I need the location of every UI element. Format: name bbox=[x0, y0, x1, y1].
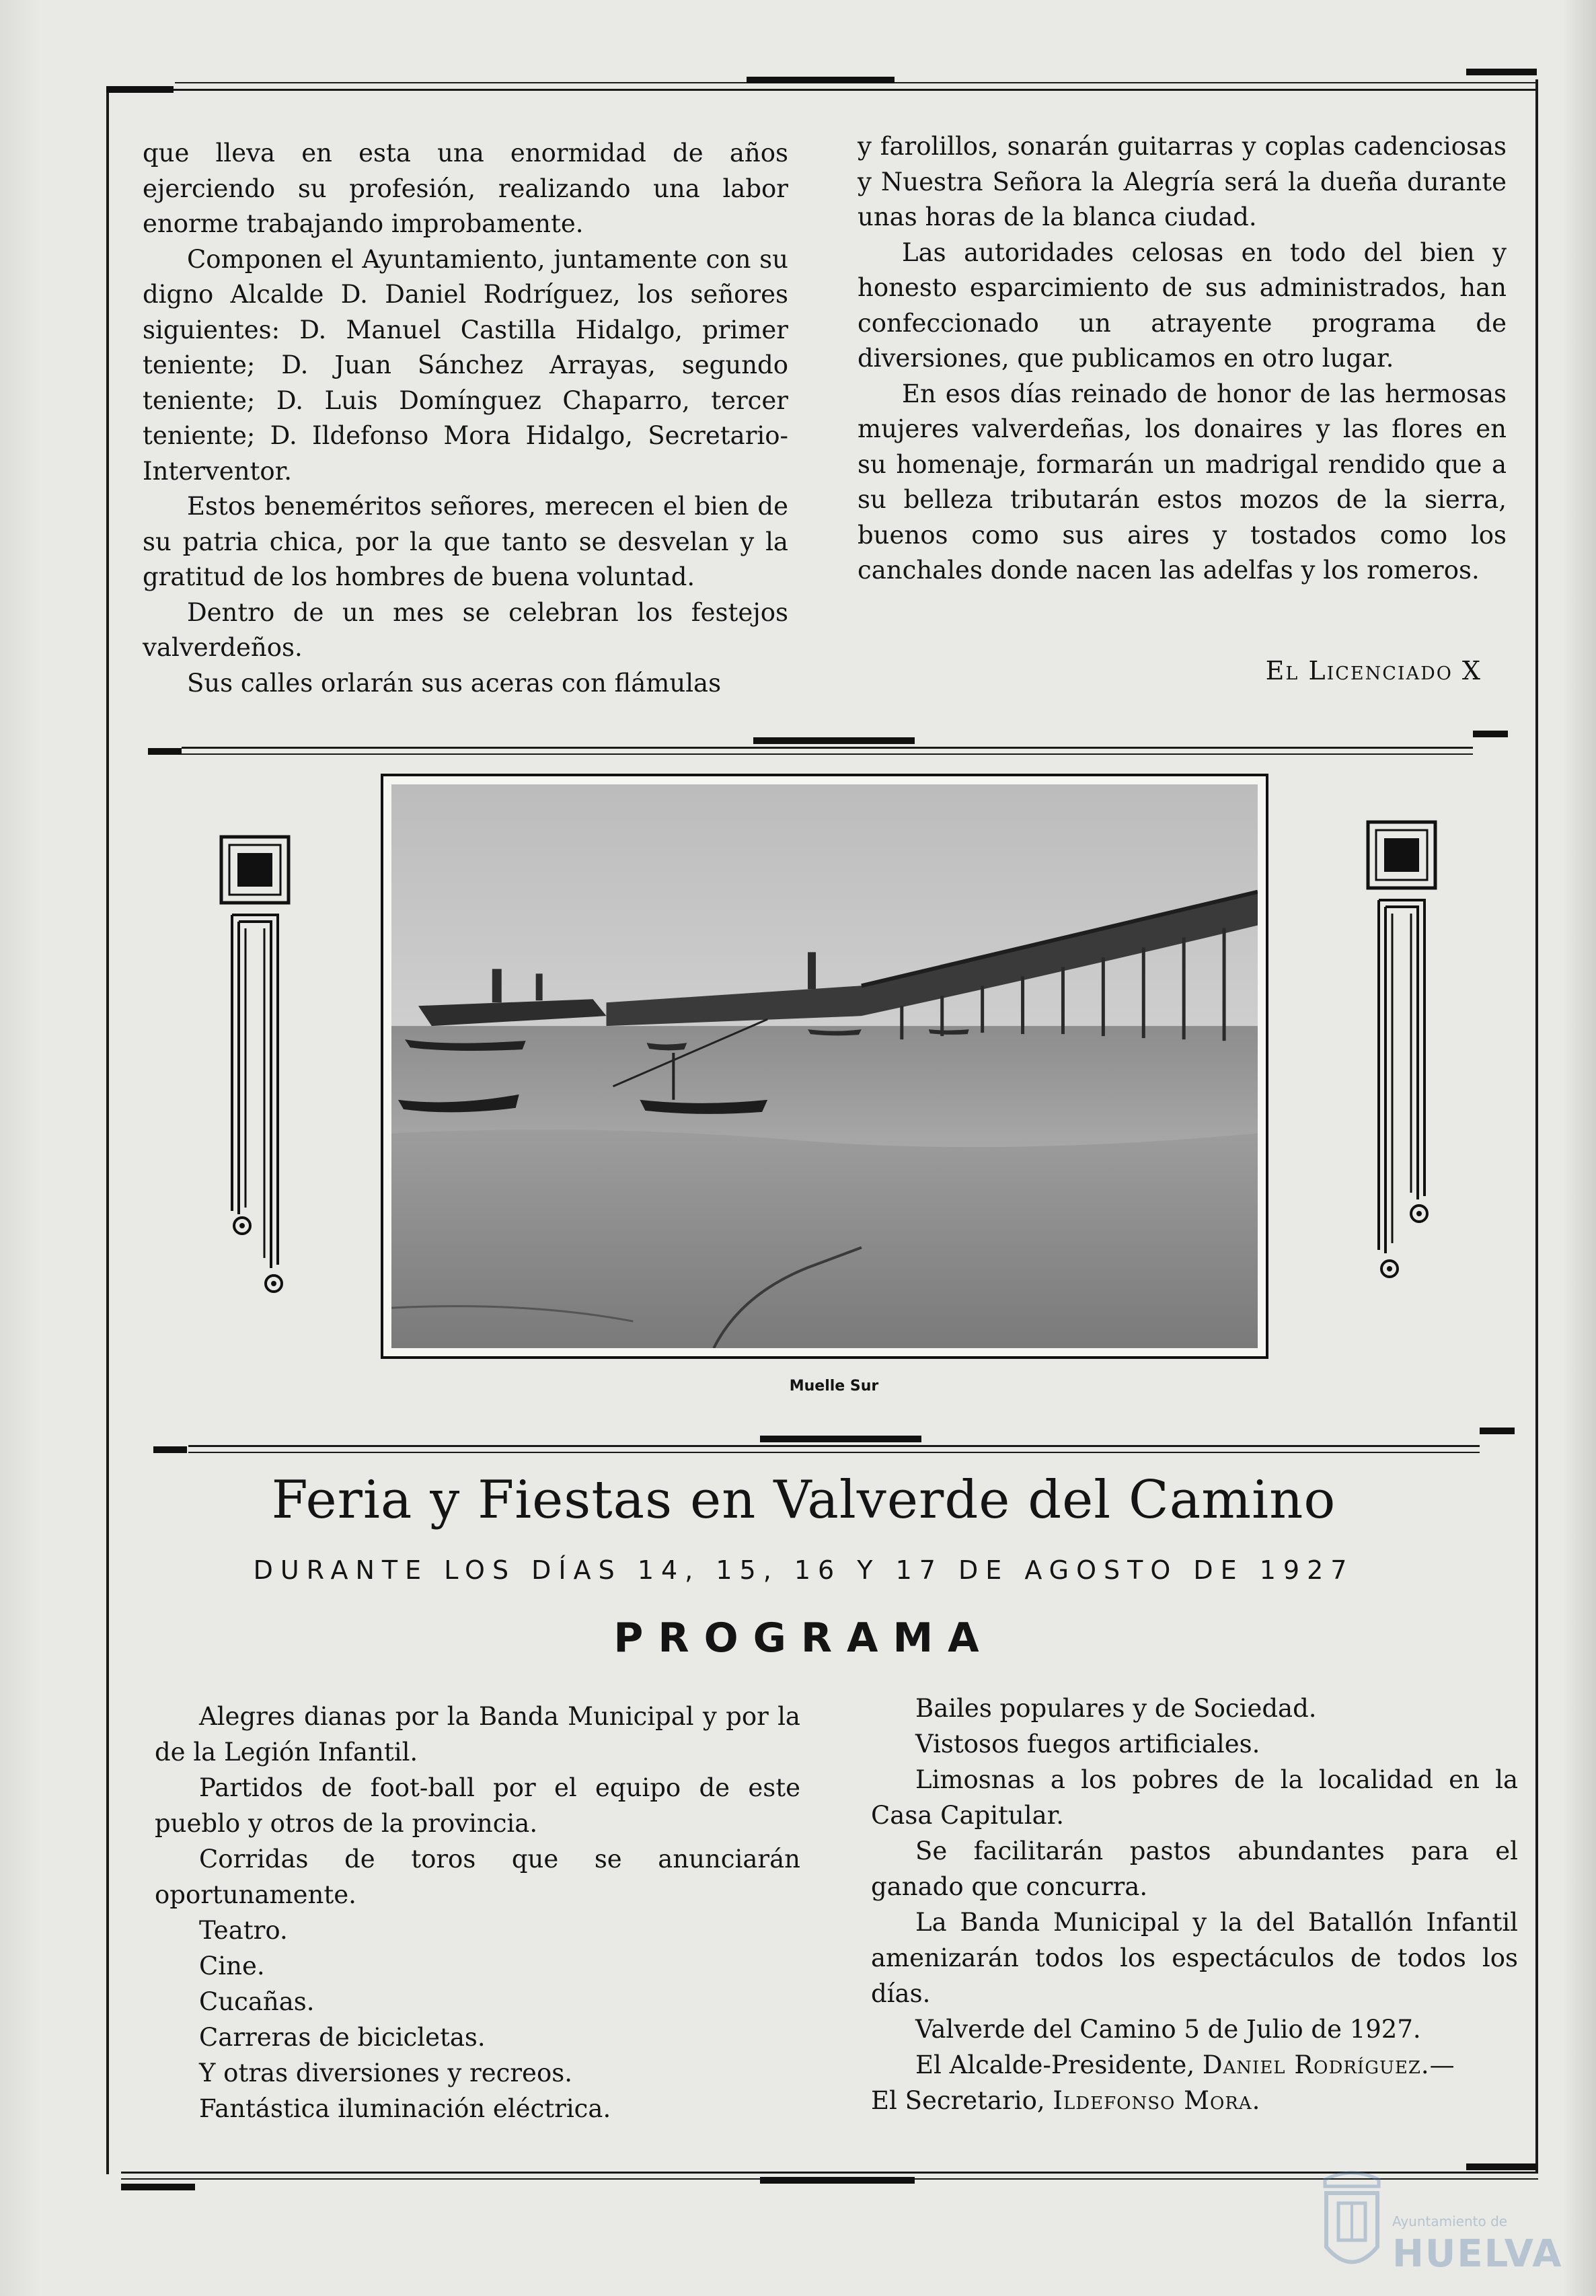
frame-bottom-bar-mid bbox=[760, 2177, 915, 2184]
huelva-watermark bbox=[1318, 2166, 1563, 2287]
frame-right bbox=[1535, 79, 1538, 2172]
frame-top-bar-mid bbox=[747, 77, 895, 83]
divider-upper-bar-left bbox=[148, 748, 182, 755]
frame-top-bar-left bbox=[106, 86, 174, 93]
harbor-photo-frame bbox=[381, 774, 1268, 1359]
divider-upper-bar-mid bbox=[753, 737, 915, 744]
divider-upper-rule-2 bbox=[182, 753, 1473, 755]
program-item: Teatro. bbox=[199, 1916, 288, 1945]
divider-upper-rule bbox=[182, 747, 1473, 749]
program-heading: PROGRAMA bbox=[613, 1615, 994, 1662]
frame-left bbox=[106, 89, 109, 2174]
divider-lower-bar-left bbox=[153, 1446, 187, 1453]
divider-lower-rule bbox=[188, 1445, 1480, 1447]
program-item: Se facilitarán pastos abundantes para el ganado que concurra. bbox=[871, 1837, 1518, 1901]
program-item: Cine. bbox=[199, 1952, 265, 1980]
watermark-big-text: HUELVA bbox=[1392, 2232, 1563, 2276]
mayor-name: Daniel Rodríguez.— bbox=[1202, 2050, 1455, 2079]
article-left-paragraph: Componen el Ayuntamiento, juntamente con su digno Alcalde D. Daniel Rodríguez, los señores siguientes: D. Manuel Castilla Hidalgo, primer teniente; D. Juan Sánchez Arrayas, segundo teniente; D. Luis Domínguez Chaparro, tercer teniente; D. Ildefonso Mora Hidalgo, Secretario-Interventor. bbox=[143, 244, 788, 486]
secretary-name: Ildefonso Mora. bbox=[1053, 2086, 1261, 2115]
article-left-column bbox=[143, 136, 788, 701]
article-right-column bbox=[858, 129, 1507, 589]
article-left-paragraph: Sus calles orlarán sus aceras con flámulas bbox=[187, 668, 722, 698]
program-subtitle: DURANTE LOS DÍAS 14, 15, 16 Y 17 DE AGOSTO DE 1927 bbox=[253, 1555, 1355, 1585]
article-right-paragraph: Las autoridades celosas en todo del bien y honesto esparcimiento de sus administrados, han confeccionado un atrayente programa de diversiones, que publicamos en otro lugar. bbox=[858, 237, 1507, 373]
divider-lower-bar-right bbox=[1480, 1428, 1515, 1434]
page-edge-right bbox=[1562, 0, 1596, 2296]
watermark-small-text: Ayuntamiento de bbox=[1392, 2213, 1508, 2229]
coat-of-arms-icon bbox=[1318, 2166, 1385, 2281]
program-item: Cucañas. bbox=[199, 1987, 315, 2016]
program-item: Corridas de toros que se anunciarán oportunamente. bbox=[155, 1845, 800, 1909]
article-right-paragraph: En esos días reinado de honor de las hermosas mujeres valverdeñas, los donaires y las flores en su homenaje, formarán un madrigal rendido que a su belleza tributarán estos mozos de la sierra, buenos como sus aires y tostados como los canchales donde nacen las adelfas y los romeros. bbox=[858, 379, 1507, 585]
article-signature: El Licenciado X bbox=[1265, 656, 1482, 686]
program-mayor-line bbox=[871, 2047, 1518, 2083]
art-nouveau-ornament-left bbox=[219, 834, 293, 1305]
program-right-column bbox=[871, 1691, 1518, 2118]
article-left-paragraph: Dentro de un mes se celebran los festejos valverdeños. bbox=[143, 597, 788, 662]
frame-top-bar-right bbox=[1466, 69, 1537, 75]
program-item: Partidos de foot-ball por el equipo de este pueblo y otros de la provincia. bbox=[155, 1773, 800, 1838]
divider-lower-rule-2 bbox=[188, 1452, 1480, 1453]
program-title: Feria y Fiestas en Valverde del Camino bbox=[271, 1470, 1336, 1530]
article-right-paragraph: y farolillos, sonarán guitarras y coplas cadenciosas y Nuestra Señora la Alegría será la dueña durante unas horas de la blanca ciudad. bbox=[858, 132, 1507, 231]
program-secretary-line bbox=[871, 2083, 1518, 2118]
program-item: Limosnas a los pobres de la localidad en la Casa Capitular. bbox=[871, 1765, 1518, 1830]
frame-top-rule bbox=[106, 89, 1538, 91]
program-item: La Banda Municipal y la del Batallón Infantil amenizarán todos los espectáculos de todos los días. bbox=[871, 1908, 1518, 2008]
article-left-paragraph: que lleva en esta una enormidad de años ejerciendo su profesión, realizando una labor enorme trabajando improbamente. bbox=[143, 139, 788, 238]
program-item: Fantástica iluminación eléctrica. bbox=[199, 2094, 611, 2123]
program-item: Carreras de bicicletas. bbox=[199, 2023, 486, 2052]
article-left-paragraph: Estos beneméritos señores, merecen el bien de su patria chica, por la que tanto se desvelan y la gratitud de los hombres de buena voluntad. bbox=[143, 492, 788, 591]
page-edge-left bbox=[0, 0, 40, 2296]
program-item: Alegres dianas por la Banda Municipal y por la de la Legión Infantil. bbox=[155, 1702, 800, 1767]
photo-caption: Muelle Sur bbox=[789, 1378, 879, 1395]
secretary-prefix: El Secretario, bbox=[871, 2086, 1045, 2115]
program-item: Bailes populares y de Sociedad. bbox=[915, 1694, 1317, 1723]
program-left-column bbox=[155, 1699, 800, 2126]
frame-bottom-bar-left bbox=[121, 2184, 195, 2190]
art-nouveau-ornament-right bbox=[1365, 819, 1439, 1290]
divider-lower-bar-mid bbox=[760, 1436, 921, 1442]
divider-upper-bar-right bbox=[1473, 731, 1508, 737]
program-date-line: Valverde del Camino 5 de Julio de 1927. bbox=[915, 2015, 1421, 2044]
mayor-prefix: El Alcalde-Presidente, bbox=[915, 2050, 1195, 2079]
program-item: Y otras diversiones y recreos. bbox=[199, 2059, 572, 2087]
program-item: Vistosos fuegos artificiales. bbox=[915, 1730, 1260, 1758]
harbor-photo bbox=[391, 784, 1258, 1348]
